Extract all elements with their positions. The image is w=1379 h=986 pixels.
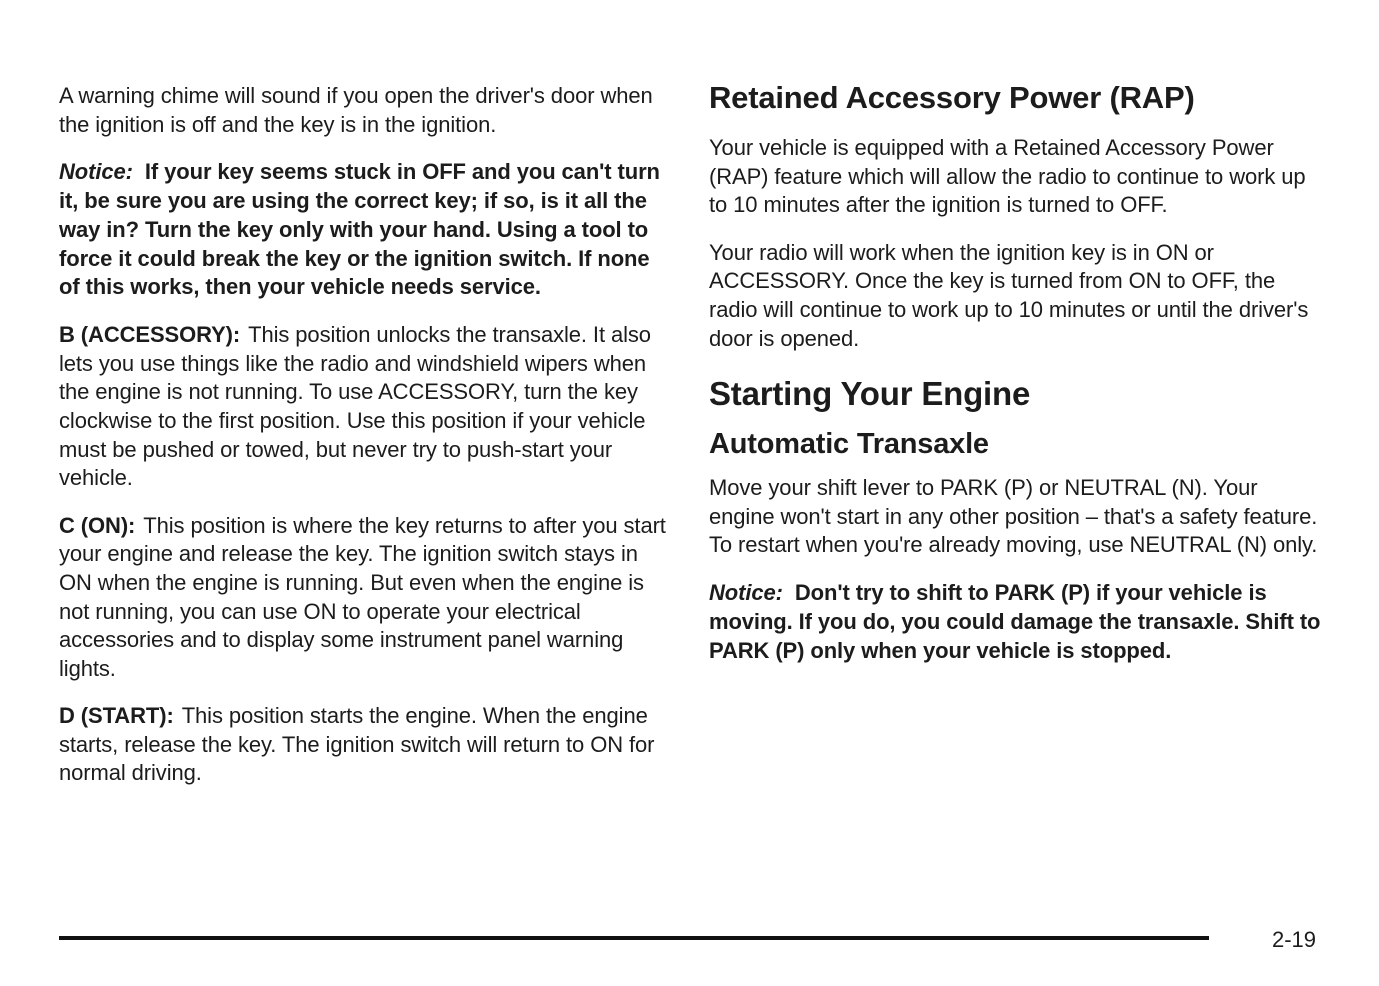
notice-label: Notice: [59, 159, 133, 185]
left-column [59, 82, 671, 807]
on-text: This position is where the key returns to after you start your engine and release the key. The ignition switch stays in ON when the engine is running. But even when the engine is not running, you can use ON to operate your electrical accessories and to display some instrument panel warning lights. [59, 512, 666, 681]
notice-text: If your key seems stuck in OFF and you can't turn it, be sure you are using the correct key; if so, is it all the way in? Turn the key only with your hand. Using a tool to force it could break the key or the ignition switch. If none of this works, then your vehicle needs service. [59, 159, 660, 300]
right-column [709, 76, 1321, 684]
transaxle-paragraph: Move your shift lever to PARK (P) or NEUTRAL (N). Your engine won't start in any other position – that's a safety feature. To restart when you're already moving, use NEUTRAL (N) only. [709, 475, 1318, 558]
on-term: C (ON): [59, 512, 136, 538]
notice-key-stuck [59, 158, 671, 302]
start-term: D (START): [59, 703, 174, 729]
rap-paragraph-1: Your vehicle is equipped with a Retained Accessory Power (RAP) feature which will allow the radio to continue to work up to 10 minutes after the ignition is turned to OFF. [709, 135, 1306, 218]
start-text: This position starts the engine. When the engine starts, release the key. The ignition switch will return to ON for normal driving. [59, 703, 655, 786]
accessory-text: This position unlocks the transaxle. It also lets you use things like the radio and windshield wipers when the engine is not running. To use ACCESSORY, turn the key clockwise to the first position. Use this position if your vehicle must be pushed or towed, but never try to push-start your vehicle. [59, 322, 651, 491]
starting-engine-heading: Starting Your Engine [709, 375, 1031, 413]
notice-label: Notice: [709, 579, 783, 605]
chime-paragraph: A warning chime will sound if you open the driver's door when the ignition is off and the key is in the ignition. [59, 83, 653, 137]
notice-text: Don't try to shift to PARK (P) if your vehicle is moving. If you do, you could damage the transaxle. Shift to PARK (P) only when your vehicle is stopped. [709, 579, 1321, 663]
accessory-term: B (ACCESSORY): [59, 322, 241, 348]
automatic-transaxle-heading: Automatic Transaxle [709, 428, 989, 461]
accessory-paragraph [59, 321, 671, 493]
page-number: 2-19 [1272, 927, 1317, 952]
footer-rule [59, 936, 1209, 940]
rap-heading: Retained Accessory Power (RAP) [709, 80, 1195, 115]
on-paragraph [59, 512, 671, 684]
rap-paragraph-2: Your radio will work when the ignition key is in ON or ACCESSORY. Once the key is turned from ON to OFF, the radio will continue to work up to 10 minutes or until the driver's door is opened. [709, 239, 1309, 351]
start-paragraph [59, 702, 671, 788]
notice-shift-park [709, 579, 1321, 665]
